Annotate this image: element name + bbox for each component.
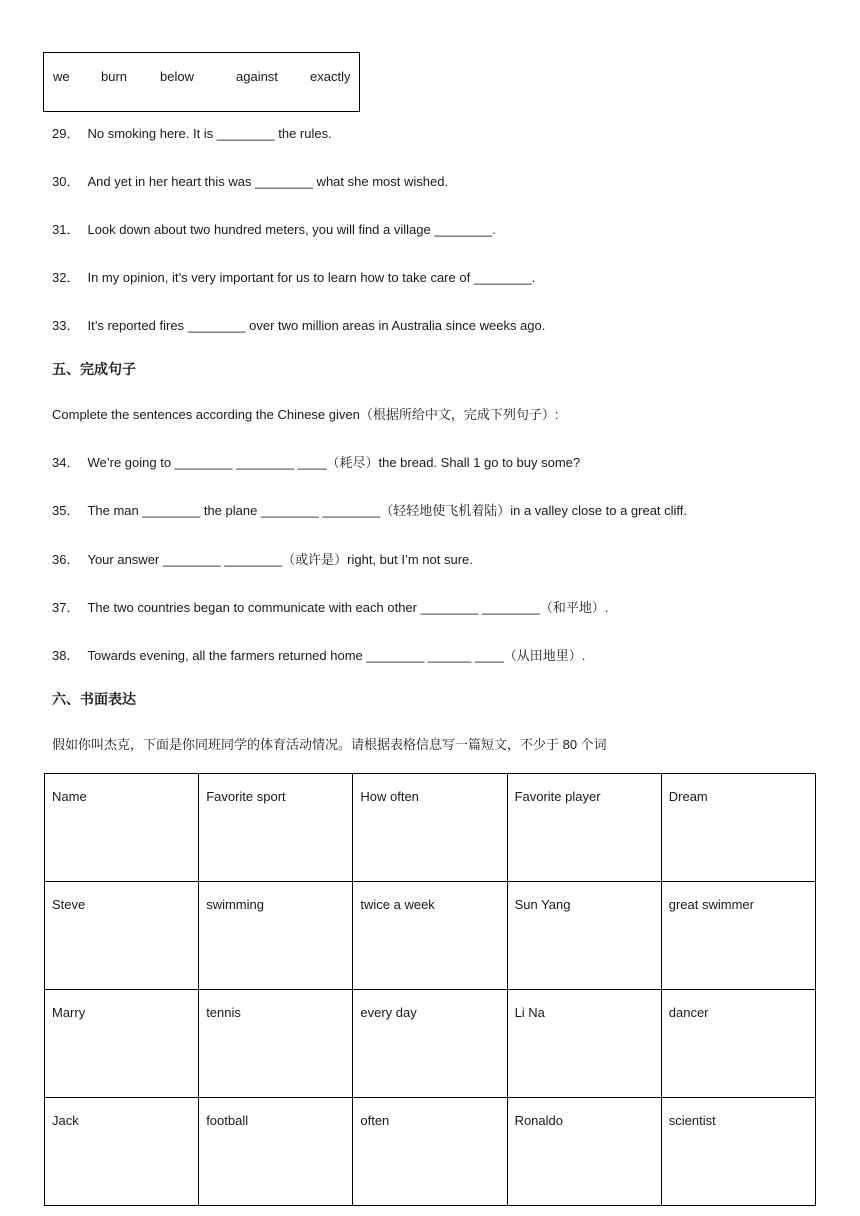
table-cell: swimming (199, 882, 353, 990)
table-header-cell: Name (45, 774, 199, 882)
question-number: 30． (52, 174, 80, 189)
question-34 (52, 452, 580, 471)
question-31 (52, 219, 496, 238)
table-header-cell: Favorite sport (199, 774, 353, 882)
table-cell: tennis (199, 990, 353, 1098)
question-text: And yet in her heart this was ________ what she most wished. (87, 174, 449, 189)
question-number: 34． (52, 455, 80, 470)
table-cell: Li Na (507, 990, 661, 1098)
section-6-instruction: 假如你叫杰克，下面是你同班同学的体育活动情况。请根据表格信息写一篇短文，不少于 80 个词 (52, 737, 607, 752)
table-cell: Ronaldo (507, 1098, 661, 1206)
question-text: Towards evening, all the farmers returned home ________ ______ ____（从田地里）. (87, 648, 586, 663)
question-text: The man ________ the plane ________ ________（轻轻地使飞机着陆）in a valley close to a great cliff. (87, 503, 688, 518)
table-cell: often (353, 1098, 507, 1206)
table-cell: football (199, 1098, 353, 1206)
question-35 (52, 500, 687, 519)
table-cell: Sun Yang (507, 882, 661, 990)
question-36 (52, 549, 473, 568)
question-30 (52, 171, 448, 190)
table-cell: scientist (661, 1098, 815, 1206)
question-number: 32． (52, 270, 80, 285)
word-bank-item: burn (101, 69, 128, 84)
question-number: 33． (52, 318, 80, 333)
table-row (45, 990, 816, 1098)
question-37 (52, 597, 609, 616)
table-row (45, 882, 816, 990)
question-number: 31． (52, 222, 80, 237)
word-bank-item: we (53, 69, 70, 84)
word-bank-box (43, 52, 360, 112)
question-text: We’re going to ________ ________ ____（耗尽）the bread. Shall 1 go to buy some? (87, 455, 581, 470)
question-number: 38． (52, 648, 80, 663)
word-bank-item: against (236, 69, 278, 84)
question-text: The two countries began to communicate with each other ________ ________（和平地）. (87, 600, 609, 615)
question-number: 36． (52, 552, 80, 567)
table-cell: twice a week (353, 882, 507, 990)
question-text: In my opinion, it’s very important for us to learn how to take care of ________. (87, 270, 536, 285)
section-6-heading: 六、书面表达 (52, 691, 136, 707)
section-5-instruction: Complete the sentences according the Chinese given（根据所给中文，完成下列句子）: (52, 407, 559, 422)
table-cell: dancer (661, 990, 815, 1098)
question-number: 37． (52, 600, 80, 615)
section-5-heading: 五、完成句子 (52, 361, 136, 377)
question-text: No smoking here. It is ________ the rules. (87, 126, 332, 141)
word-bank-item: below (160, 69, 194, 84)
word-bank-item: exactly (310, 69, 351, 84)
table-header-row (45, 774, 816, 882)
table-cell: Marry (45, 990, 199, 1098)
table-cell: Steve (45, 882, 199, 990)
table-row (45, 1098, 816, 1206)
question-29 (52, 123, 332, 142)
table-cell: great swimmer (661, 882, 815, 990)
question-32 (52, 267, 535, 286)
table-cell: Jack (45, 1098, 199, 1206)
question-text: Your answer ________ ________（或许是）right, but I’m not sure. (87, 552, 473, 567)
question-number: 29． (52, 126, 80, 141)
table-cell: every day (353, 990, 507, 1098)
table-header-cell: How often (353, 774, 507, 882)
table-header-cell: Favorite player (507, 774, 661, 882)
table-header-cell: Dream (661, 774, 815, 882)
question-text: It’s reported fires ________ over two million areas in Australia since weeks ago. (87, 318, 546, 333)
question-text: Look down about two hundred meters, you will find a village ________. (87, 222, 496, 237)
question-33 (52, 315, 545, 334)
sports-info-table (44, 773, 816, 1206)
question-38 (52, 645, 585, 664)
question-number: 35． (52, 503, 80, 518)
